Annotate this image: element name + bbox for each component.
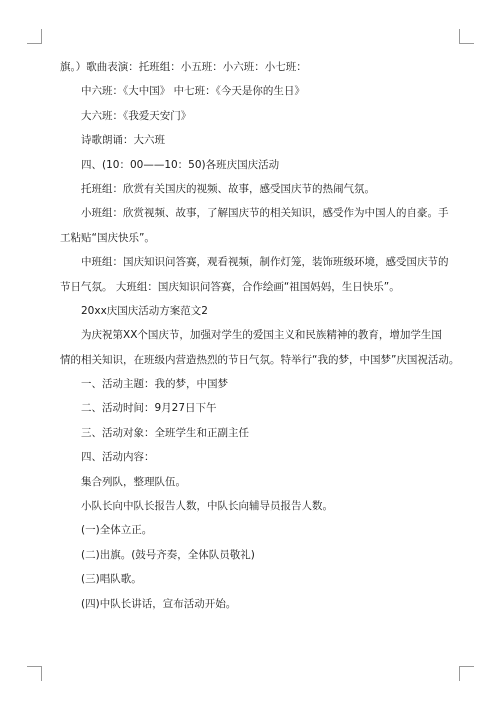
paragraph-line: 诗歌朗诵：大六班 (81, 134, 165, 147)
list-item: 三、活动对象：全班学生和正副主任 (81, 426, 249, 439)
list-item: (一)全体立正。 (81, 524, 153, 537)
paragraph-line: 节日气氛。 大班组：国庆知识问答赛，合作绘画“祖国妈妈，生日快乐”。 (60, 280, 400, 293)
paragraph-line: 小班组：欣赏视频、故事，了解国庆节的相关知识，感受作为中国人的自豪。手 (81, 207, 449, 220)
crop-mark-bottom-right (459, 666, 474, 681)
paragraph-line: 旗。）歌曲表演：托班组：小五班：小六班：小七班： (60, 61, 307, 73)
list-item: 二、活动时间：9月27日下午 (81, 402, 217, 415)
list-item: (四)中队长讲话，宣布活动开始。 (81, 597, 237, 610)
paragraph-line: 工粘贴“国庆快乐”。 (60, 231, 155, 244)
section-heading: 四、(10：00——10：50)各班庆国庆活动 (81, 158, 280, 171)
paragraph-line: 情的相关知识，在班级内营造热烈的节日气氛。特举行“我的梦，中国梦”庆国祝活动。 (60, 353, 460, 366)
paragraph-line: 中六班：《大中国》 中七班：《今天是你的生日》 (81, 85, 305, 98)
crop-mark-top-right (459, 29, 474, 44)
document-subtitle: 20xx庆国庆活动方案范文2 (81, 304, 208, 317)
crop-mark-bottom-left (27, 666, 42, 681)
paragraph-line: 集合列队，整理队伍。 (81, 475, 186, 488)
list-item: (三)唱队歌。 (81, 573, 142, 586)
paragraph-line: 大六班：《我爱天安门》 (81, 109, 192, 122)
list-item: 一、活动主题：我的梦，中国梦 (81, 378, 228, 391)
list-item: (二)出旗。(鼓号齐奏，全体队员敬礼) (81, 548, 255, 561)
list-item: 四、活动内容： (81, 451, 155, 464)
paragraph-line: 小队长向中队长报告人数，中队长向辅导员报告人数。 (81, 500, 333, 513)
paragraph-line: 为庆祝第XX个国庆节，加强对学生的爱国主义和民族精神的教育，增加学生国 (81, 329, 442, 342)
paragraph-line: 托班组：欣赏有关国庆的视频、故事，感受国庆节的热闹气氛。 (81, 182, 375, 195)
crop-mark-top-left (27, 29, 42, 44)
paragraph-line: 中班组：国庆知识问答赛，观看视频，制作灯笼，装饰班级环境，感受国庆节的 (81, 256, 449, 269)
document-body (60, 60, 460, 612)
